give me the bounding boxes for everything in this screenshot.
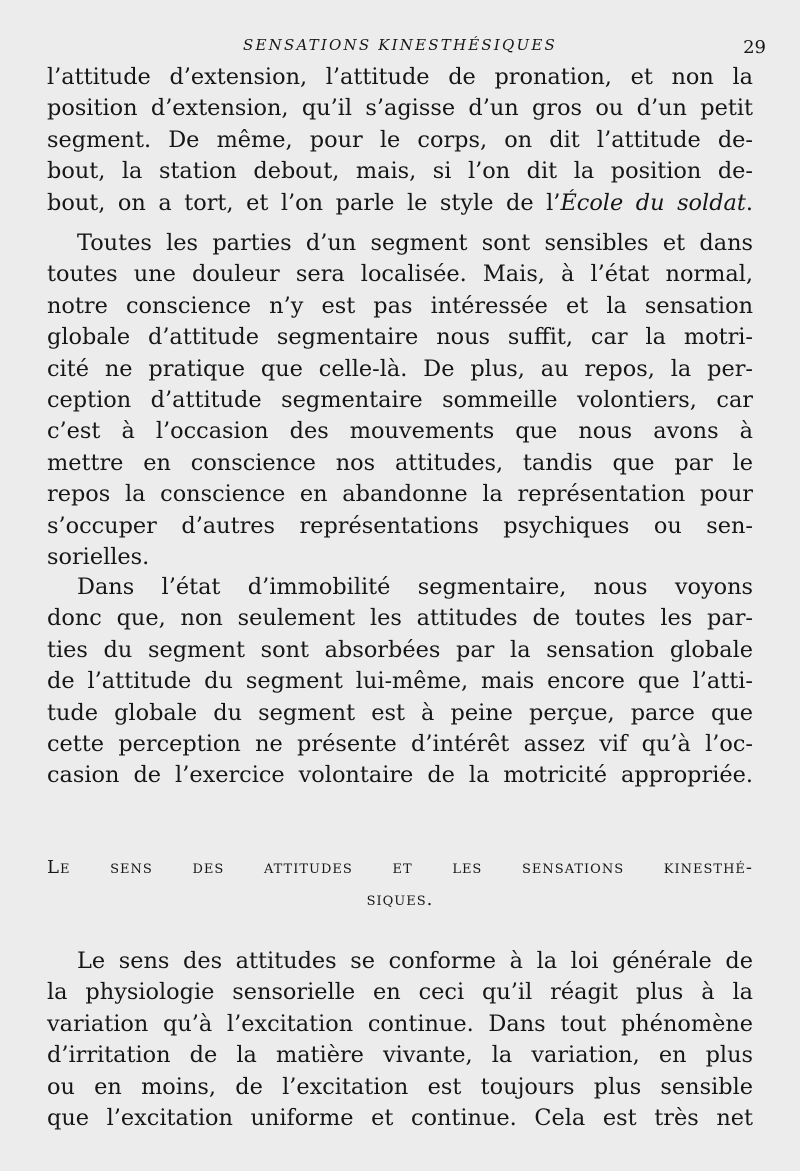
- text-line: ties du segment sont absorbées par la sensation globale: [47, 636, 753, 663]
- text-line: notre conscience n’y est pas intéressée et la sensation: [47, 292, 753, 319]
- text-line: Le sens des attitudes se conforme à la loi générale de: [77, 948, 753, 974]
- italic-title: École du soldat: [560, 189, 746, 216]
- text-line: cette perception ne présente d’intérêt assez vif qu’à l’oc-: [47, 730, 753, 757]
- paragraph: [47, 946, 753, 1134]
- paragraph-continuation: [47, 62, 753, 219]
- text-line: segment. De même, pour le corps, on dit l’attitude de-: [47, 126, 753, 153]
- text-line: ception d’attitude segmentaire sommeille volontiers, car: [47, 386, 753, 413]
- running-header: [0, 36, 800, 58]
- text-line: s’occuper d’autres représentations psychiques ou sen-: [47, 512, 753, 539]
- text-line: repos la conscience en abandonne la représentation pour: [47, 481, 753, 508]
- section-heading-line: Le sens des attitudes et les sensations kinesthé-: [47, 857, 753, 878]
- text-line: variation qu’à l’excitation continue. Dans tout phénomène: [47, 1010, 753, 1037]
- text-line: Toutes les parties d’un segment sont sensibles et dans: [77, 230, 753, 256]
- text-line: cité ne pratique que celle-là. De plus, au repos, la per-: [47, 355, 753, 382]
- text-line: position d’extension, qu’il s’agisse d’un gros ou d’un petit: [47, 95, 753, 122]
- text-line: que l’excitation uniforme et continue. Cela est très net: [47, 1104, 753, 1131]
- text-segment: bout, on a tort, et l’on parle le style de l’: [47, 189, 561, 216]
- text-segment: .: [745, 189, 754, 216]
- paragraph: [47, 228, 753, 573]
- page-number: 29: [743, 37, 766, 58]
- text-line: c’est à l’occasion des mouvements que nous avons à: [47, 418, 753, 445]
- text-line: [47, 188, 753, 219]
- text-line: l’attitude d’extension, l’attitude de pronation, et non la: [47, 64, 753, 90]
- text-line: bout, la station debout, mais, si l’on dit la position de-: [47, 158, 753, 185]
- text-line: donc que, non seulement les attitudes de toutes les par-: [47, 605, 753, 632]
- text-line: mettre en conscience nos attitudes, tandis que par le: [47, 449, 753, 476]
- text-line: globale d’attitude segmentaire nous suffit, car la motri-: [47, 324, 753, 351]
- paragraph: [47, 572, 753, 792]
- text-line: tude globale du segment est à peine perçue, parce que: [47, 699, 753, 726]
- running-title: SENSATIONS KINESTHÉSIQUES: [243, 36, 557, 54]
- text-line: ou en moins, de l’excitation est toujours plus sensible: [47, 1073, 753, 1100]
- text-line: toutes une douleur sera localisée. Mais, à l’état normal,: [47, 261, 753, 288]
- text-line: la physiologie sensorielle en ceci qu’il réagit plus à la: [47, 979, 753, 1006]
- section-heading-line: siques.: [366, 889, 434, 910]
- text-line: d’irritation de la matière vivante, la variation, en plus: [47, 1042, 753, 1069]
- text-line: casion de l’exercice volontaire de la motricité appropriée.: [47, 762, 753, 789]
- text-line: de l’attitude du segment lui-même, mais encore que l’atti-: [47, 668, 753, 695]
- text-line: sorielles.: [47, 543, 150, 570]
- section-heading: [47, 852, 753, 916]
- text-line: Dans l’état d’immobilité segmentaire, nous voyons: [77, 574, 753, 600]
